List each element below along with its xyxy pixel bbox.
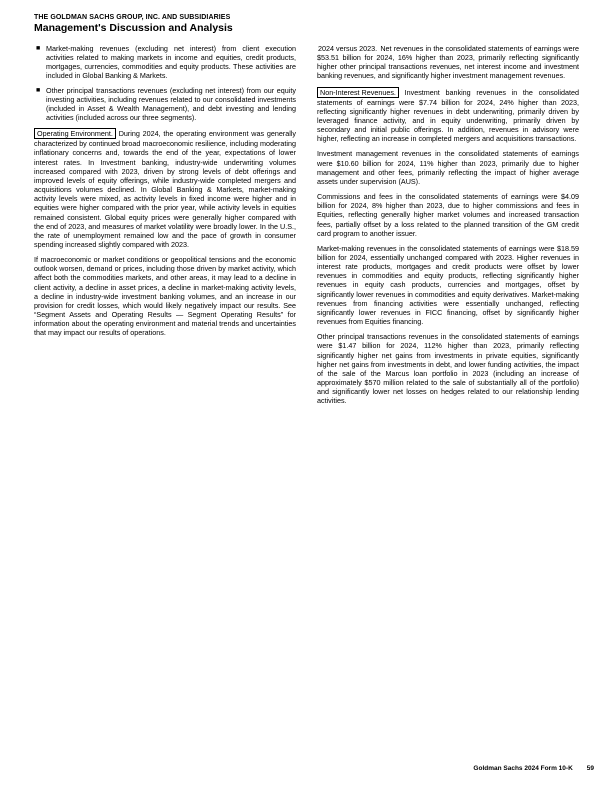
operating-environment-text: During 2024, the operating environment was generally characterized by continued broad macroeconomic resilience, including moderating inflationary concerns and, towards the end of the year, expectations of lower interest rates. In Investment banking, industry-wide underwriting volumes increased compared with 2023, driven by strong levels of debt offerings and improved levels of equity offerings, while industry-wide completed mergers and acquisitions volumes declined. In Global Banking & Markets, market-making activity levels were mixed, as activity levels in fixed income were higher and in equities were higher compared with the prior year, while activity levels in equities remained consistent. Global equity prices were generally higher compared with the end of 2023, and measures of market volatility were broadly lower. In the U.S., the rate of unemployment remained low and the pace of growth in consumer spending increased slightly compared with 2023.: [34, 129, 296, 249]
market-making-paragraph: Market-making revenues in the consolidated statements of earnings were $18.59 billion for 2024, essentially unchanged compared with 2023. Higher revenues in interest rate products, mortgages and credit products were offset by lower revenues in commodities and equity products, reflecting significantly higher revenues in equity cash products, currencies and mortgages, offset by significantly lower revenues in commodities and equity derivatives. Market-making revenues from financing activities were essentially unchanged, reflecting significantly lower revenues in FICC financing, offset by significantly higher revenues from Equities financing.: [317, 243, 579, 327]
other-principal-paragraph: Other principal transactions revenues in the consolidated statements of earnings were $1.47 billion for 2024, 112% higher than 2023, primarily reflecting significantly higher net gains from investments in private equities, significantly higher net gains from investments in debt, and lower funding activities, the impact of the sale of the Marcus loan portfolio in 2023 (including an increase of approximately $570 million related to the sale of substantially all of the portfolio) and significantly lower net losses on hedges related to our relationship lending activities.: [317, 332, 579, 406]
outlook-paragraph: If macroeconomic or market conditions or geopolitical tensions and the economic outlook worsen, demand or prices, including those driven by market activity, which affect both the commodities markets, and other areas, it may lead to a decline in client activity, a decline in asset prices, a decline in market-making activity levels, a decline in industry-wide investment banking volumes, and an increase in our provision for credit losses, which would likely negatively impact our results. See “Segment Assets and Operating Results — Segment Operating Results” for information about the operating environment and material trends and uncertainties that may impact our results of operations.: [34, 255, 296, 338]
bullet-text: Market-making revenues (excluding net interest) from client execution activities related to making markets in income and equities, credit products, mortgages, currencies, commodities and equity products. These activities are included in Global Banking & Markets.: [46, 44, 296, 81]
commissions-paragraph: Commissions and fees in the consolidated statements of earnings were $4.09 billion for 2024, 8% higher than 2023, due to higher commissions and fees in Equities, reflecting generally higher market volumes and increased transaction fees, partially offset by a loss related to the planned transition of the GM credit card program to another issuer.: [317, 192, 579, 238]
right-column: [317, 44, 579, 411]
footer-text: Goldman Sachs 2024 Form 10-K: [473, 765, 573, 772]
page-footer: [0, 765, 594, 772]
company-name: THE GOLDMAN SACHS GROUP, INC. AND SUBSIDIARIES: [34, 14, 231, 21]
left-column: [34, 44, 296, 344]
bullet-text: Other principal transactions revenues (excluding net interest) from our equity investing activities, including revenues related to our consolidated investments (included in Asset & Wealth Management), and debt investing and lending activities (included across our three segments).: [46, 85, 296, 123]
bullet-icon: ■: [36, 45, 41, 52]
page-header: [34, 13, 594, 35]
bullet-icon: ■: [36, 86, 41, 94]
non-interest-paragraph: [317, 87, 579, 144]
page-number: 59: [586, 765, 594, 772]
comparison-paragraph: [317, 44, 579, 81]
investment-management-paragraph: Investment management revenues in the consolidated statements of earnings were $10.60 billion for 2024, 11% higher than 2023, primarily due to higher management and other fees, primarily reflecting the impact of higher average assets under supervision (AUS).: [317, 149, 579, 186]
operating-environment-paragraph: [34, 128, 296, 249]
operating-environment-label: Operating Environment.: [34, 128, 116, 139]
non-interest-text: Investment banking revenues in the consolidated statements of earnings were $7.74 billion for 2024, 24% higher than 2023, reflecting significantly higher revenues in debt underwriting, primarily driven by leveraged finance activity, and in equity underwriting, primarily driven by secondary and initial public offerings. In addition, revenues in advisory were higher, reflecting an increase in completed mergers and acquisitions transactions.: [317, 87, 579, 144]
bullet-list: [34, 44, 296, 122]
bullet-item: [34, 86, 296, 123]
comparison-text: Net revenues in the consolidated statements of earnings were $53.51 billion for 2024, 16% higher than 2023, primarily reflecting significantly higher other principal transactions revenues, net interest income and investment banking revenues, and significantly higher investment management revenues.: [317, 44, 579, 81]
comparison-label: 2024 versus 2023.: [318, 44, 378, 53]
non-interest-label: Non-Interest Revenues.: [317, 87, 399, 98]
section-title: Management's Discussion and Analysis: [34, 22, 233, 34]
bullet-item: [34, 44, 296, 81]
